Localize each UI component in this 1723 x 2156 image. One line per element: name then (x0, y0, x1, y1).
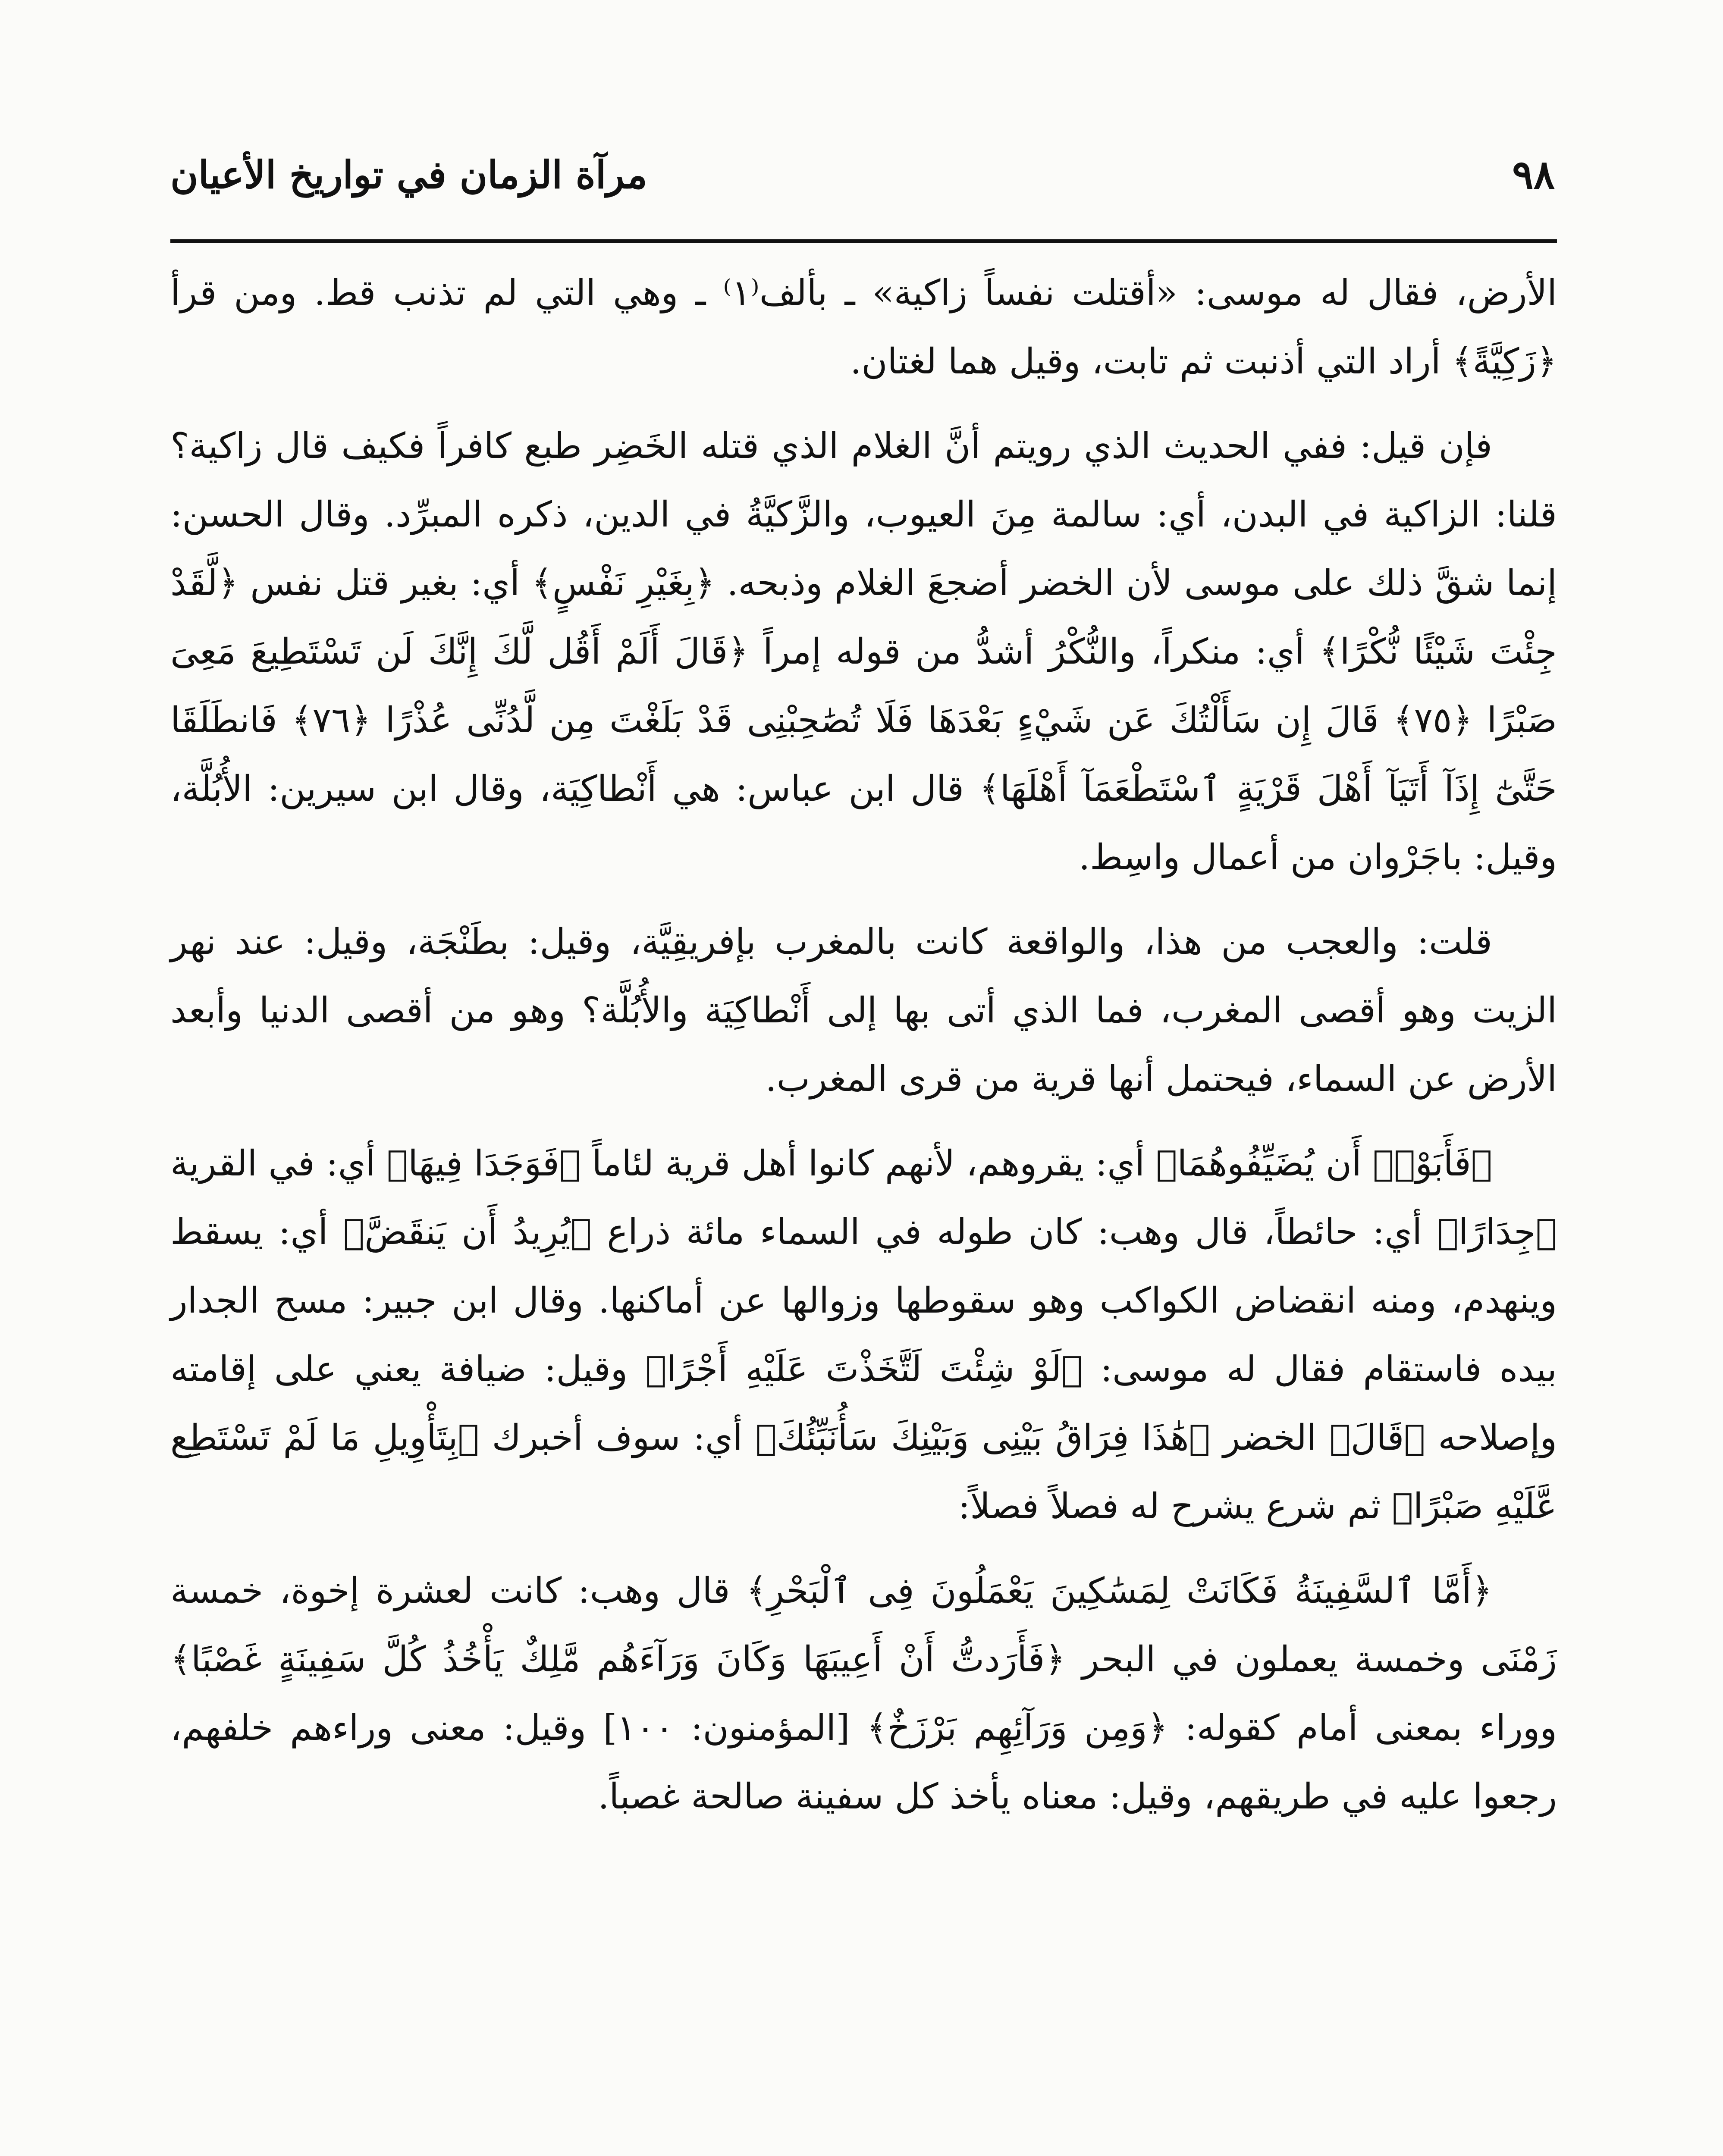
paragraph-4: ﴿فَأَبَوْا۟ أَن يُضَيِّفُوهُمَا﴾ أي: يقروهم، لأنهم كانوا أهل قرية لئاماً ﴿فَوَجَدَا فِيهَا﴾ أي: في القرية ﴿جِدَارًا﴾ أي: حائطاً، قال وهب: كان طوله في السماء مائة ذراع ﴿يُرِيدُ أَن يَنقَضَّ﴾ أي: يسقط وينهدم، ومنه انقضاض الكواكب وهو سقوطها وزوالها عن أماكنها. وقال ابن جبير: مسح الجدار بيده فاستقام فقال له موسى: ﴿لَوْ شِئْتَ لَتَّخَذْتَ عَلَيْهِ أَجْرًا﴾ وقيل: ضيافة يعني على إقامته وإصلاحه ﴿قَالَ﴾ الخضر ﴿هَٰذَا فِرَاقُ بَيْنِى وَبَيْنِكَ سَأُنَبِّئُكَ﴾ أي: سوف أخبرك ﴿بِتَأْوِيلِ مَا لَمْ تَسْتَطِع عَّلَيْهِ صَبْرًا﴾ ثم شرع يشرح له فصلاً فصلاً: (170, 1143, 1557, 1527)
paragraph-5: ﴿أَمَّا ٱلسَّفِينَةُ فَكَانَتْ لِمَسَٰكِينَ يَعْمَلُونَ فِى ٱلْبَحْرِ﴾ قال وهب: كانت لعشرة إخوة، خمسة زَمْنَى وخمسة يعملون في البحر ﴿فَأَرَدتُّ أَنْ أَعِيبَهَا وَكَانَ وَرَآءَهُم مَّلِكٌ يَأْخُذُ كُلَّ سَفِينَةٍ غَصْبًا﴾ ووراء بمعنى أمام كقوله: ﴿وَمِن وَرَآئِهِم بَرْزَخٌ﴾ [المؤمنون: ١٠٠] وقيل: معنى وراءهم خلفهم، رجعوا عليه في طريقهم، وقيل: معناه يأخذ كل سفينة صالحة غصباً. (170, 1570, 1557, 1817)
paragraph-3: قلت: والعجب من هذا، والواقعة كانت بالمغرب بإفريقِيَّة، وقيل: بطَنْجَة، وقيل: عند نهر الزيت وهو أقصى المغرب، فما الذي أتى بها إلى أَنْطاكِيَة والأُبُلَّة؟ وهو من أقصى الدنيا وأبعد الأرض عن السماء، فيحتمل أنها قرية من قرى المغرب. (170, 921, 1557, 1100)
running-header (170, 149, 1555, 222)
paragraph-1: الأرض، فقال له موسى: «أقتلت نفساً زاكية» ـ بألف⁽١⁾ ـ وهي التي لم تذنب قط. ومن قرأ ﴿زَكِيَّةً﴾ أراد التي أذنبت ثم تابت، وقيل هما لغتان. (170, 273, 1557, 382)
header-divider (170, 239, 1557, 243)
book-title: مرآة الزمان في تواريخ الأعيان (170, 152, 647, 197)
page-number: ٩٨ (1512, 151, 1555, 198)
main-text (170, 259, 1557, 1847)
paragraph-2: فإن قيل: ففي الحديث الذي رويتم أنَّ الغلام الذي قتله الخَضِر طبع كافراً فكيف قال زاكية؟ قلنا: الزاكية في البدن، أي: سالمة مِنَ العيوب، والزَّكيَّةُ في الدين، ذكره المبرِّد. وقال الحسن: إنما شقَّ ذلك على موسى لأن الخضر أضجعَ الغلام وذبحه. ﴿بِغَيْرِ نَفْسٍ﴾ أي: بغير قتل نفس ﴿لَّقَدْ جِئْتَ شَيْئًا نُّكْرًا﴾ أي: منكراً، والنُّكْرُ أشدُّ من قوله إمراً ﴿قَالَ أَلَمْ أَقُل لَّكَ إِنَّكَ لَن تَسْتَطِيعَ مَعِىَ صَبْرًا ﴿٧٥﴾ قَالَ إِن سَأَلْتُكَ عَن شَيْءٍ بَعْدَهَا فَلَا تُصَٰحِبْنِى قَدْ بَلَغْتَ مِن لَّدُنِّى عُذْرًا ﴿٧٦﴾ فَانطَلَقَا حَتَّىٰٓ إِذَآ أَتَيَآ أَهْلَ قَرْيَةٍ ٱسْتَطْعَمَآ أَهْلَهَا﴾ قال ابن عباس: هي أَنْطاكِيَة، وقال ابن سيرين: الأُبُلَّة، وقيل: باجَرْوان من أعمال واسِط. (170, 426, 1557, 878)
